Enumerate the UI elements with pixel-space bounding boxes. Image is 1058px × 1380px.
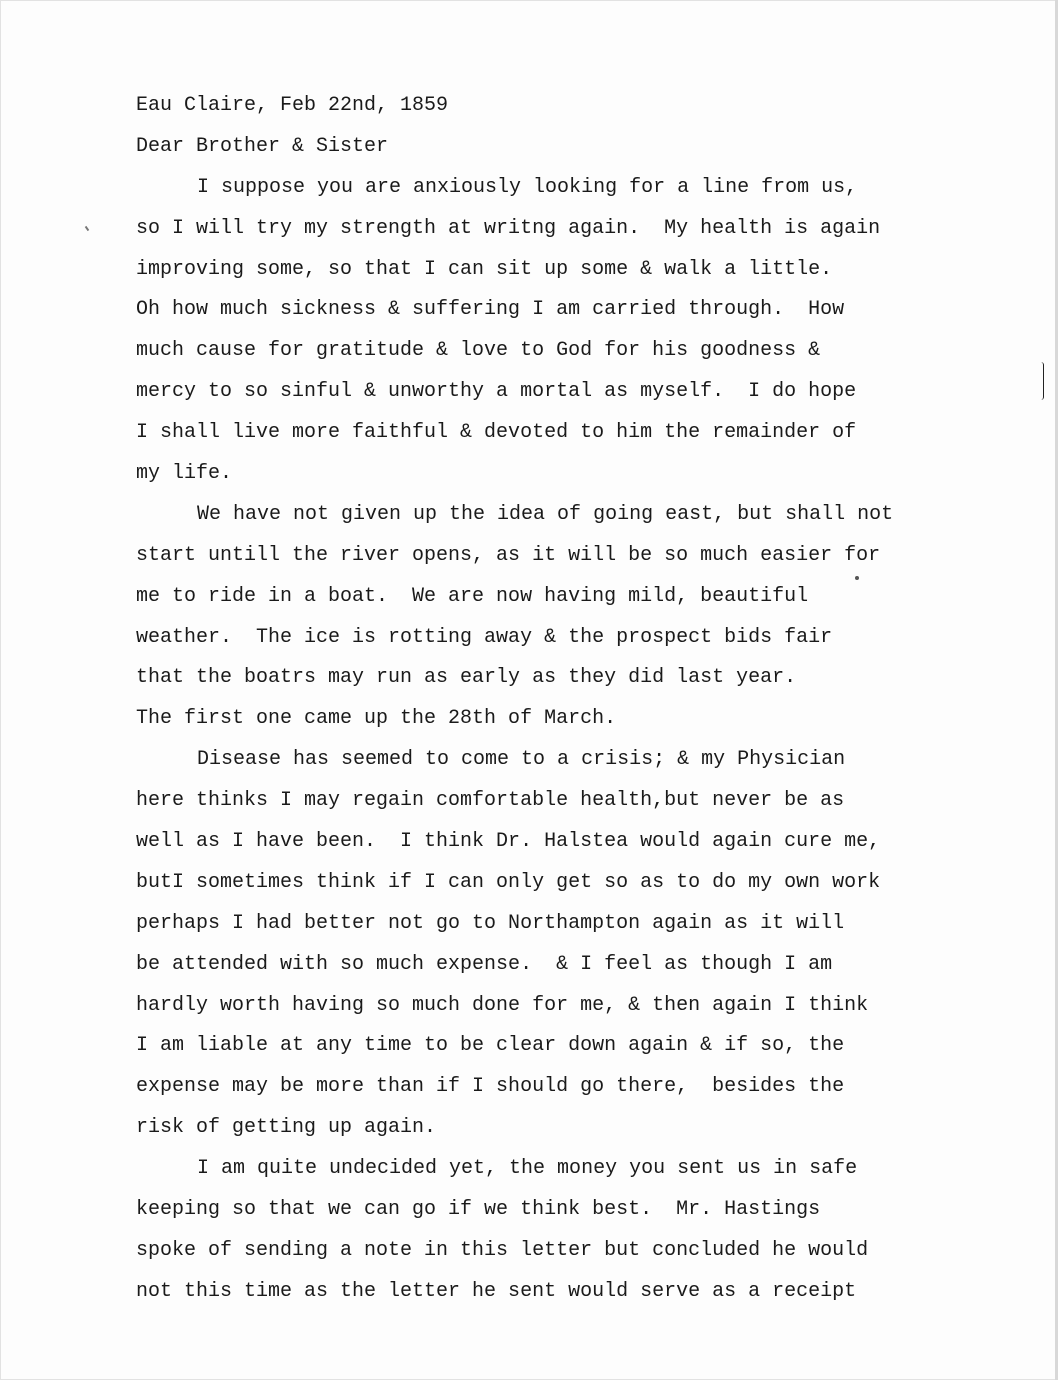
- letter-body-line: improving some, so that I can sit up some & walk a little.: [136, 257, 833, 281]
- letter-body-line: me to ride in a boat. We are now having mild, beautiful: [136, 584, 809, 608]
- letter-body-line: well as I have been. I think Dr. Halstea would again cure me,: [136, 830, 881, 854]
- letter-body-line: so I will try my strength at writng again. My health is again: [136, 216, 881, 240]
- letter-body-line: hardly worth having so much done for me, & then again I think: [136, 993, 869, 1017]
- letter-body-line: I shall live more faithful & devoted to him the remainder of: [136, 421, 857, 445]
- margin-bracket-mark: [1041, 362, 1044, 400]
- letter-body-line: keeping so that we can go if we think best. Mr. Hastings: [136, 1198, 821, 1222]
- letter-place-date: Eau Claire, Feb 22nd, 1859: [136, 94, 449, 117]
- letter-body-line: risk of getting up again.: [136, 1116, 437, 1140]
- letter-body-line: I am liable at any time to be clear down again & if so, the: [136, 1034, 845, 1058]
- letter-body-line: mercy to so sinful & unworthy a mortal as myself. I do hope: [136, 380, 857, 404]
- letter-body-line: Disease has seemed to come to a crisis; & my Physician: [197, 748, 846, 772]
- letter-body-line: Oh how much sickness & suffering I am carried through. How: [136, 298, 845, 322]
- margin-tick-mark: [85, 226, 90, 231]
- letter-body-line: expense may be more than if I should go there, besides the: [136, 1075, 845, 1099]
- letter-body-line: that the boatrs may run as early as they did last year.: [136, 666, 797, 690]
- letter-body: [136, 168, 926, 1313]
- letter-body-line: not this time as the letter he sent would serve as a receipt: [136, 1279, 857, 1303]
- letter-body-line: much cause for gratitude & love to God for his goodness &: [136, 339, 821, 363]
- letter-body-line: butI sometimes think if I can only get so as to do my own work: [136, 870, 881, 894]
- letter-body-line: spoke of sending a note in this letter but concluded he would: [136, 1238, 869, 1262]
- letter-body-line: I suppose you are anxiously looking for a line from us,: [197, 175, 858, 199]
- letter-body-line: We have not given up the idea of going east, but shall not: [197, 502, 894, 526]
- letter-body-line: be attended with so much expense. & I feel as though I am: [136, 952, 833, 976]
- letter-salutation: Dear Brother & Sister: [136, 134, 389, 158]
- letter-body-line: my life.: [136, 462, 233, 486]
- letter-body-line: perhaps I had better not go to Northampton again as it will: [136, 911, 845, 935]
- typed-letter: [136, 86, 926, 1313]
- letter-body-line: The first one came up the 28th of March.: [136, 707, 617, 731]
- letter-body-line: here thinks I may regain comfortable health,but never be as: [136, 789, 845, 813]
- letter-body-line: I am quite undecided yet, the money you sent us in safe: [197, 1157, 858, 1181]
- letter-body-line: start untill the river opens, as it will be so much easier for: [136, 543, 881, 567]
- letter-body-line: weather. The ice is rotting away & the prospect bids fair: [136, 625, 833, 649]
